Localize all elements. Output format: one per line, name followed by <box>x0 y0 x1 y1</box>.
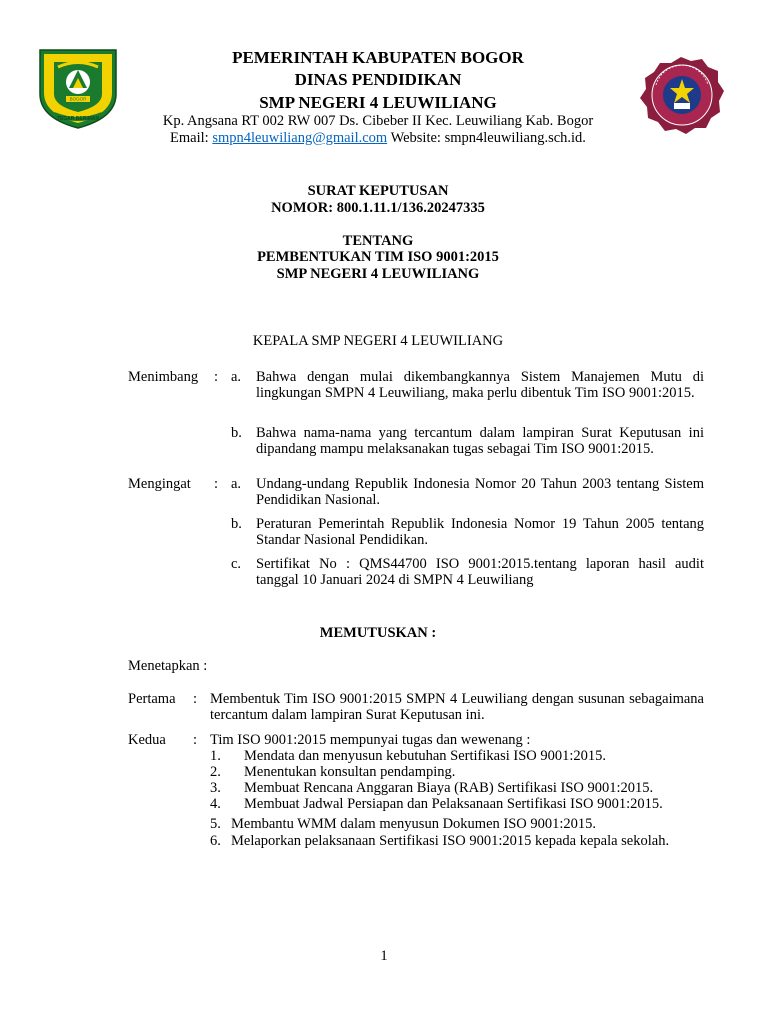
menimbang-colon: : <box>214 369 219 385</box>
decree-school: SMP NEGERI 4 LEUWILIANG <box>276 266 480 282</box>
menimbang-label: Menimbang <box>128 369 199 385</box>
decree-title: SURAT KEPUTUSAN <box>307 183 449 199</box>
task-1-text: Mendata dan menyusun kebutuhan Sertifikasi ISO 9001:2015. <box>244 748 607 764</box>
task-1-number: 1. <box>210 748 221 764</box>
decree-about: TENTANG <box>342 233 414 249</box>
task-4-number: 4. <box>210 796 221 812</box>
mengingat-c-letter: c. <box>231 556 242 572</box>
mengingat-a-text: Undang-undang Republik Indonesia Nomor 20 Tahun 2003 tentang Sistem Pendidikan Nasional. <box>256 476 704 508</box>
kedua-intro: Tim ISO 9001:2015 mempunyai tugas dan wewenang : <box>210 732 531 748</box>
bogor-emblem-text: BOGOR <box>69 96 87 102</box>
letterhead-government: PEMERINTAH KABUPATEN BOGOR <box>232 48 524 67</box>
email-link[interactable]: smpn4leuwiliang@gmail.com <box>212 130 388 146</box>
letterhead-school: SMP NEGERI 4 LEUWILIANG <box>259 93 497 112</box>
menimbang-b-text: Bahwa nama-nama yang tercantum dalam lampiran Surat Keputusan ini dipandang mampu melaksanakan tugas sebagai Tim ISO 9001:2015. <box>256 425 704 457</box>
mengingat-a-letter: a. <box>231 476 242 492</box>
mengingat-label: Mengingat <box>128 476 191 492</box>
task-3-text: Membuat Rencana Anggaran Biaya (RAB) Sertifikasi ISO 9001:2015. <box>244 780 654 796</box>
pertama-text: Membentuk Tim ISO 9001:2015 SMPN 4 Leuwiliang dengan susunan sebagaimana tercantum dalam lampiran Surat Keputusan ini. <box>210 691 704 723</box>
kedua-label: Kedua <box>128 732 166 748</box>
menetapkan-label: Menetapkan : <box>128 658 208 674</box>
task-5-number: 5. <box>210 816 221 832</box>
menimbang-a-letter: a. <box>231 369 242 385</box>
task-4-text: Membuat Jadwal Persiapan dan Pelaksanaan Sertifikasi ISO 9001:2015. <box>244 796 663 812</box>
task-6-text: Melaporkan pelaksanaan Sertifikasi ISO 9001:2015 kepada kepala sekolah. <box>231 833 670 849</box>
kabupaten-bogor-emblem-icon <box>36 44 120 130</box>
decree-subject: PEMBENTUKAN TIM ISO 9001:2015 <box>257 249 499 265</box>
task-3-number: 3. <box>210 780 221 796</box>
pertama-label: Pertama <box>128 691 176 707</box>
menimbang-b-letter: b. <box>231 425 242 441</box>
decree-number: NOMOR: 800.1.11.1/136.20247335 <box>271 200 485 216</box>
page-number: 1 <box>380 948 388 964</box>
kedua-colon: : <box>193 732 198 748</box>
task-5-text: Membantu WMM dalam menyusun Dokumen ISO 9001:2015. <box>231 816 597 832</box>
task-2-number: 2. <box>210 764 221 780</box>
email-label: Email: <box>170 130 209 146</box>
bogor-emblem-motto: TEGAR BERIMAN <box>56 116 100 122</box>
smp-negeri-4-leuwiliang-emblem-icon <box>636 55 726 135</box>
task-2-text: Menentukan konsultan pendamping. <box>244 764 456 780</box>
letterhead-department: DINAS PENDIDIKAN <box>294 70 462 89</box>
pertama-colon: : <box>193 691 198 707</box>
website-text: smpn4leuwiliang.sch.id. <box>444 130 586 146</box>
website-label: Website: <box>390 130 441 146</box>
mengingat-b-letter: b. <box>231 516 242 532</box>
letterhead-address: Kp. Angsana RT 002 RW 007 Ds. Cibeber II Kec. Leuwiliang Kab. Bogor <box>162 113 594 129</box>
memutuskan-heading: MEMUTUSKAN : <box>319 625 437 641</box>
menimbang-a-text: Bahwa dengan mulai dikembangkannya Sistem Manajemen Mutu di lingkungan SMPN 4 Leuwiliang, maka perlu dibentuk Tim ISO 9001:2015. <box>256 369 704 401</box>
task-6-number: 6. <box>210 833 221 849</box>
mengingat-c-text: Sertifikat No : QMS44700 ISO 9001:2015.tentang laporan hasil audit tanggal 10 Januari 2024 di SMPN 4 Leuwiliang <box>256 556 704 588</box>
decree-issuer: KEPALA SMP NEGERI 4 LEUWILIANG <box>252 333 504 349</box>
letterhead-contact <box>120 130 636 146</box>
mengingat-colon: : <box>214 476 219 492</box>
mengingat-b-text: Peraturan Pemerintah Republik Indonesia Nomor 19 Tahun 2005 tentang Standar Nasional Pendidikan. <box>256 516 704 548</box>
